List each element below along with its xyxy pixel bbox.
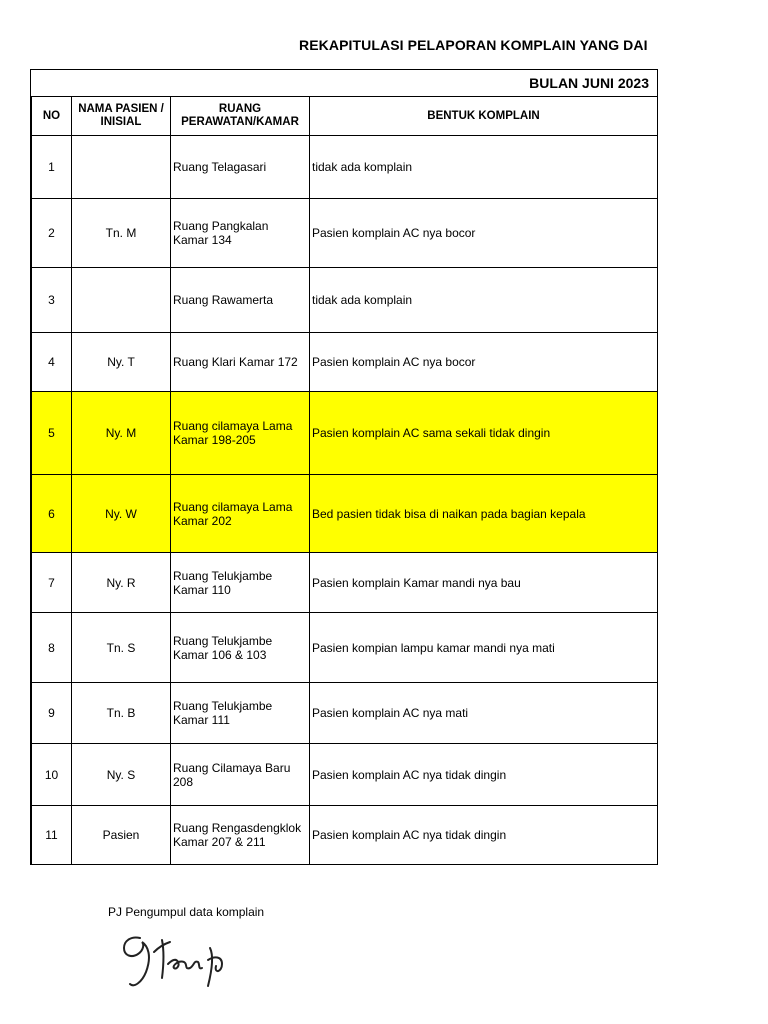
table-row [32, 683, 658, 744]
cell-bentuk-komplain: Bed pasien tidak bisa di naikan pada bagian kepala [310, 475, 658, 553]
cell-no: 8 [32, 613, 72, 683]
pj-label: PJ Pengumpul data komplain [108, 905, 265, 919]
cell-bentuk-komplain: Pasien komplain AC sama sekali tidak dingin [310, 392, 658, 475]
cell-nama-pasien: Tn. S [72, 613, 171, 683]
signature [118, 926, 248, 997]
cell-nama-pasien [72, 268, 171, 333]
complaint-table-container [30, 69, 658, 865]
header-ruang-perawatan: RUANG PERAWATAN/KAMAR [171, 97, 310, 136]
cell-nama-pasien: Tn. M [72, 199, 171, 268]
cell-bentuk-komplain: Pasien komplain AC nya bocor [310, 333, 658, 392]
header-nama-pasien: NAMA PASIEN / INISIAL [72, 97, 171, 136]
header-no: NO [32, 97, 72, 136]
cell-no: 10 [32, 744, 72, 806]
signature-image [118, 926, 248, 992]
cell-nama-pasien: Ny. S [72, 744, 171, 806]
cell-ruang-perawatan: Ruang Telagasari [171, 136, 310, 199]
document-title: REKAPITULASI PELAPORAN KOMPLAIN YANG DAI [299, 37, 648, 53]
cell-ruang-perawatan: Ruang Rawamerta [171, 268, 310, 333]
cell-bentuk-komplain: Pasien komplain AC nya tidak dingin [310, 806, 658, 865]
table-row [32, 475, 658, 553]
cell-ruang-perawatan: Ruang Rengasdengklok Kamar 207 & 211 [171, 806, 310, 865]
cell-ruang-perawatan: Ruang Telukjambe Kamar 106 & 103 [171, 613, 310, 683]
cell-bentuk-komplain: Pasien komplain AC nya bocor [310, 199, 658, 268]
cell-no: 2 [32, 199, 72, 268]
cell-bentuk-komplain: tidak ada komplain [310, 268, 658, 333]
cell-no: 5 [32, 392, 72, 475]
cell-no: 4 [32, 333, 72, 392]
cell-no: 7 [32, 553, 72, 613]
table-row [32, 806, 658, 865]
cell-bentuk-komplain: tidak ada komplain [310, 136, 658, 199]
report-month: BULAN JUNI 2023 [32, 70, 658, 97]
cell-nama-pasien: Ny. M [72, 392, 171, 475]
cell-no: 11 [32, 806, 72, 865]
table-row [32, 333, 658, 392]
table-row [32, 392, 658, 475]
cell-ruang-perawatan: Ruang Pangkalan Kamar 134 [171, 199, 310, 268]
cell-nama-pasien: Tn. B [72, 683, 171, 744]
table-row [32, 553, 658, 613]
cell-no: 1 [32, 136, 72, 199]
table-row [32, 268, 658, 333]
table-row [32, 136, 658, 199]
table-row [32, 613, 658, 683]
cell-nama-pasien [72, 136, 171, 199]
cell-ruang-perawatan: Ruang cilamaya Lama Kamar 198-205 [171, 392, 310, 475]
cell-nama-pasien: Pasien [72, 806, 171, 865]
cell-nama-pasien: Ny. W [72, 475, 171, 553]
month-row [32, 70, 658, 97]
cell-bentuk-komplain: Pasien kompian lampu kamar mandi nya mati [310, 613, 658, 683]
complaint-table [31, 70, 658, 865]
cell-no: 3 [32, 268, 72, 333]
cell-bentuk-komplain: Pasien komplain Kamar mandi nya bau [310, 553, 658, 613]
table-header-row [32, 97, 658, 136]
table-row [32, 744, 658, 806]
cell-nama-pasien: Ny. R [72, 553, 171, 613]
cell-bentuk-komplain: Pasien komplain AC nya tidak dingin [310, 744, 658, 806]
cell-ruang-perawatan: Ruang Telukjambe Kamar 110 [171, 553, 310, 613]
cell-no: 6 [32, 475, 72, 553]
cell-ruang-perawatan: Ruang Telukjambe Kamar 111 [171, 683, 310, 744]
cell-nama-pasien: Ny. T [72, 333, 171, 392]
cell-ruang-perawatan: Ruang cilamaya Lama Kamar 202 [171, 475, 310, 553]
cell-bentuk-komplain: Pasien komplain AC nya mati [310, 683, 658, 744]
table-row [32, 199, 658, 268]
header-bentuk-komplain: BENTUK KOMPLAIN [310, 97, 658, 136]
cell-ruang-perawatan: Ruang Klari Kamar 172 [171, 333, 310, 392]
cell-no: 9 [32, 683, 72, 744]
cell-ruang-perawatan: Ruang Cilamaya Baru 208 [171, 744, 310, 806]
